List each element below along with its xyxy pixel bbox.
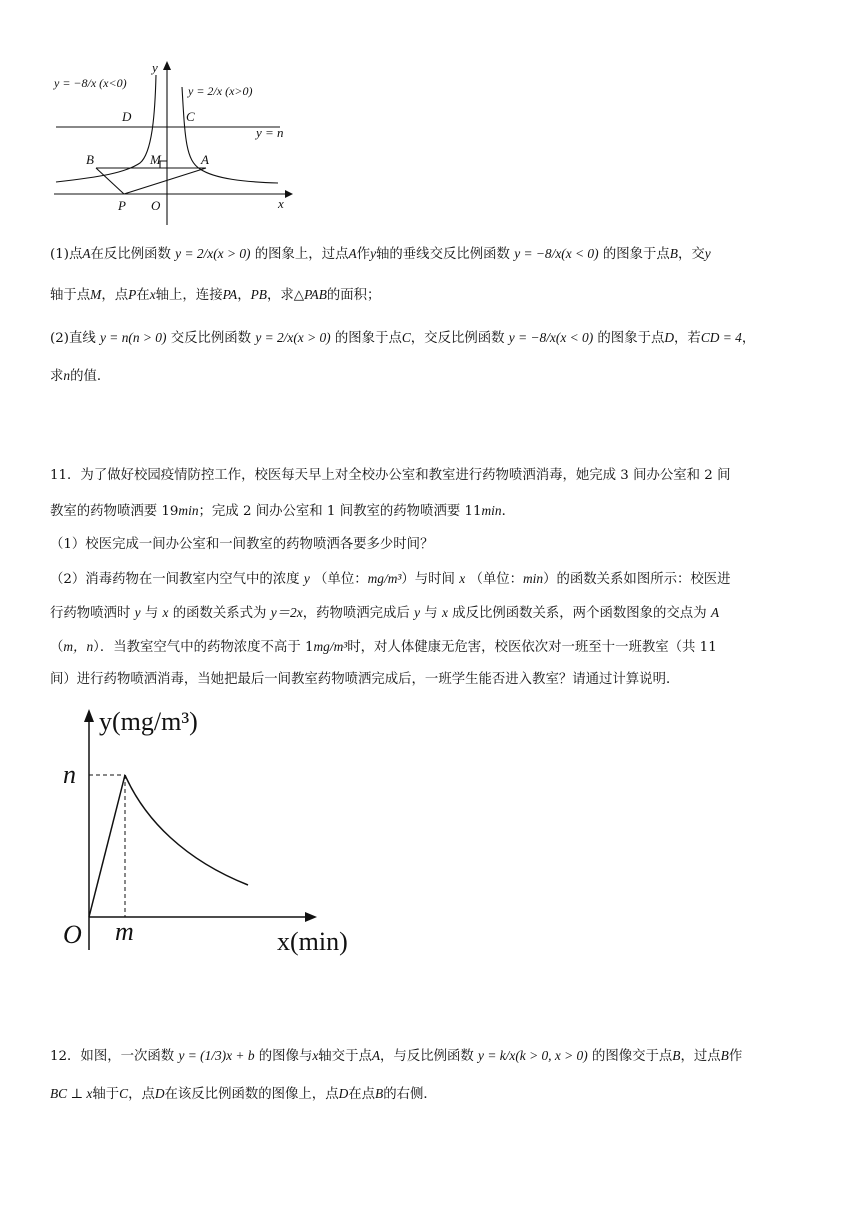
formula-linear: y = (1/3)x + b <box>178 1048 255 1063</box>
line-y-n-label: y = n <box>256 125 284 140</box>
problem10-part1-line2: 轴于点M，点P在x轴上，连接PA，PB，求△PAB的面积； <box>50 287 381 303</box>
segment-pa <box>124 168 206 194</box>
linear-segment <box>89 775 125 917</box>
problem10-part1-line1: (1)点A在反比例函数 y = 2/x(x > 0) 的图象上，过点A作y轴的垂线交反比例函数 y = −8/x(x < 0) 的图象于点B，交y <box>50 246 711 262</box>
y-axis-arrow <box>163 61 171 70</box>
label-origin: O <box>63 920 82 949</box>
x-axis-label: x <box>278 196 284 211</box>
problem10-part2-line2: 求n的值． <box>50 368 111 384</box>
point-label-p: P <box>118 198 126 213</box>
left-function-label: y = −8/x (x<0) <box>54 76 127 90</box>
concentration-figure <box>55 700 375 965</box>
point-label-b: B <box>86 152 94 167</box>
formula-inverse: y = k/x(k > 0, x > 0) <box>478 1048 588 1063</box>
y-axis-arrow <box>84 709 94 722</box>
problem12-line2: BC ⊥ x轴于C，点D在该反比例函数的图像上，点D在点B的右侧． <box>50 1086 437 1102</box>
formula-y-neg8-over-x: y = −8/x(x < 0) <box>514 246 599 261</box>
x-axis-label: x(min) <box>277 927 348 956</box>
problem11-question1: （1）校医完成一间办公室和一间教室的药物喷洒各要多少时间？ <box>50 537 434 552</box>
x-axis-arrow <box>305 912 317 922</box>
point-label-a: A <box>201 152 209 167</box>
point-label-o: O <box>151 198 161 213</box>
problem11-line1: 11．为了做好校园疫情防控工作，校医每天早上对全校办公室和教室进行药物喷洒消毒，她完成 3 间办公室和 2 间 <box>50 468 731 483</box>
point-label-m: M <box>150 152 161 167</box>
problem11-line2: 教室的药物喷洒要 19min；完成 2 间办公室和 1 间教室的药物喷洒要 11min． <box>50 503 515 519</box>
hyperbola-figure <box>40 55 300 230</box>
label-m: m <box>115 917 134 946</box>
label-n: n <box>63 760 76 789</box>
left-hyperbola <box>56 75 156 182</box>
problem10-part2-line1: (2)直线 y = n(n > 0) 交反比例函数 y = 2/x(x > 0) 的图象于点C，交反比例函数 y = −8/x(x < 0) 的图象于点D，若CD = 4， <box>50 330 756 346</box>
y-axis-label: y <box>152 60 158 75</box>
x-axis-arrow <box>285 190 293 198</box>
problem12-line1: 12．如图，一次函数 y = (1/3)x + b 的图像与x轴交于点A，与反比例函数 y = k/x(k > 0, x > 0) 的图像交于点B，过点B作 <box>50 1048 743 1064</box>
right-angle-mark <box>160 161 167 168</box>
problem11-question2-line2: 行药物喷洒时 y 与 x 的函数关系式为 y＝2x，药物喷洒完成后 y 与 x 成反比例函数关系，两个函数图象的交点为 A <box>50 605 720 621</box>
point-label-c: C <box>186 109 195 124</box>
point-label-d: D <box>122 109 132 124</box>
problem11-question2-line1: （2）消毒药物在一间教室内空气中的浓度 y （单位：mg/m³）与时间 x （单位：min）的函数关系如图所示：校医进 <box>50 571 731 587</box>
formula-y-2-over-x: y = 2/x(x > 0) <box>175 246 251 261</box>
right-function-label: y = 2/x (x>0) <box>188 84 253 98</box>
inverse-curve <box>125 775 248 885</box>
problem11-question2-line4: 间）进行药物喷洒消毒，当她把最后一间教室药物喷洒完成后，一班学生能否进入教室？请通过计算说明． <box>50 672 680 687</box>
y-axis-label: y(mg/m³) <box>99 707 198 736</box>
problem11-question2-line3: （m，n）．当教室空气中的药物浓度不高于 1mg/m³时，对人体健康无危害，校医依次对一班至十一班教室（共 11 <box>50 639 717 655</box>
